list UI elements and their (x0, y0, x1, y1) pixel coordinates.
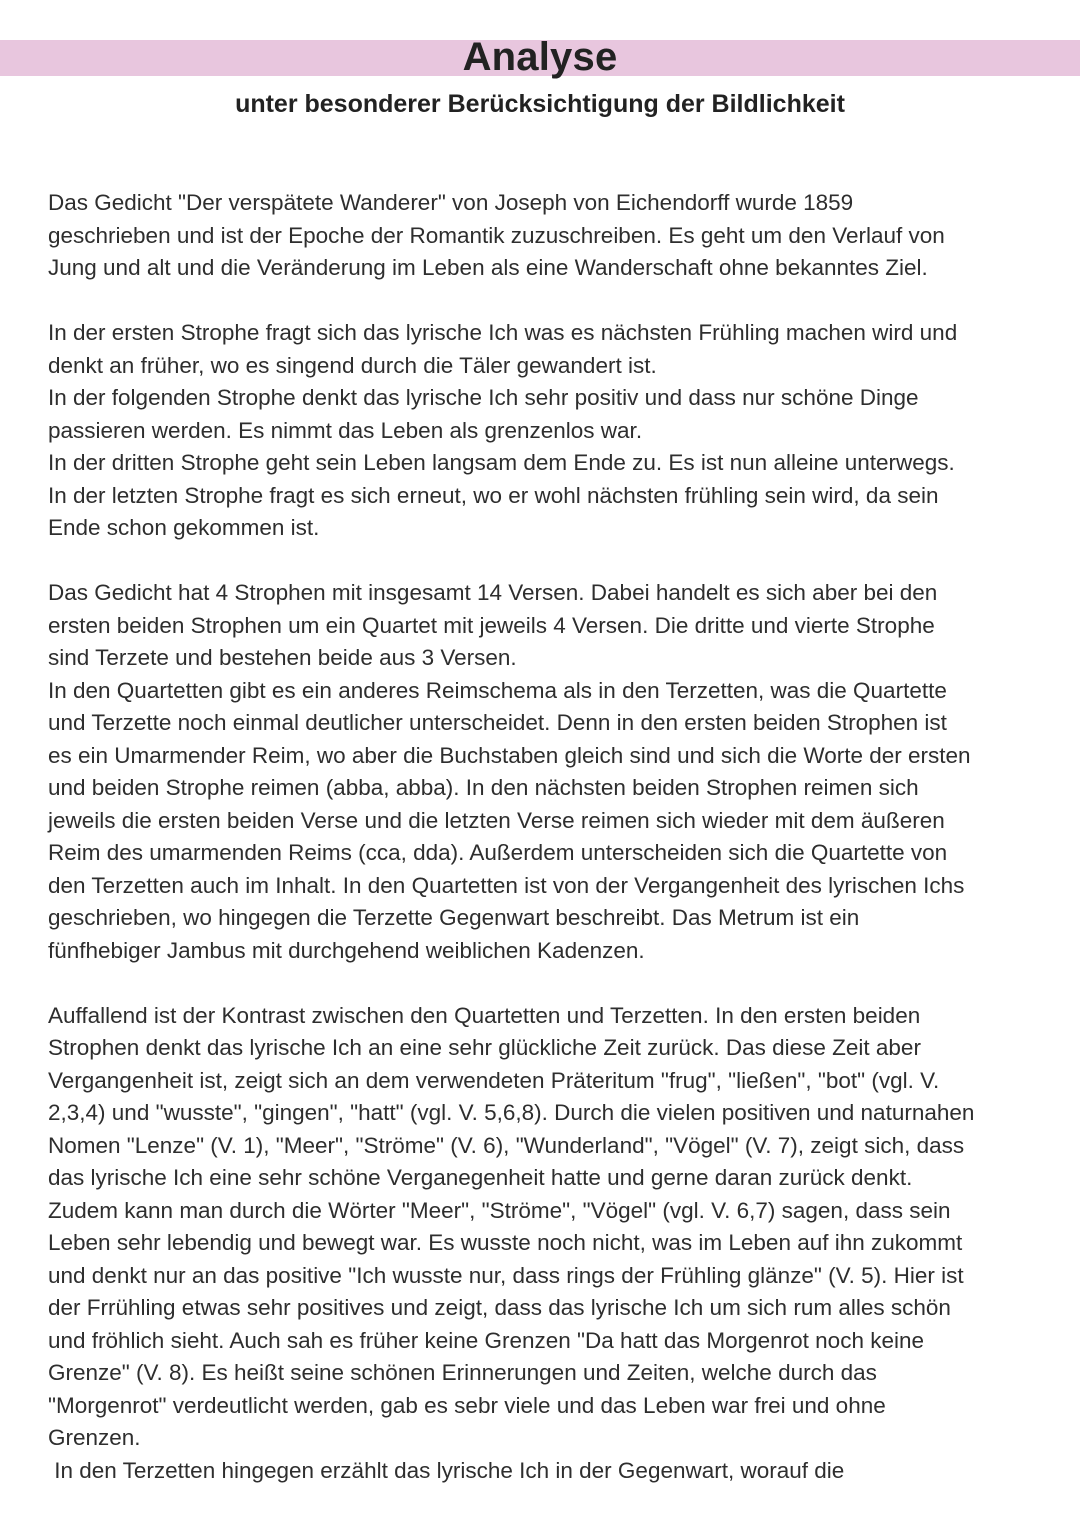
text-line: Zudem kann man durch die Wörter "Meer", "Ströme", "Vögel" (vgl. V. 6,7) sagen, dass sein (48, 1197, 951, 1223)
paragraph-introduction (48, 187, 1038, 285)
text-line: Grenze" (V. 8). Es heißt seine schönen Erinnerungen und Zeiten, welche durch das (48, 1360, 877, 1385)
text-line: geschrieben, wo hingegen die Terzette Gegenwart beschreibt. Das Metrum ist ein (48, 905, 860, 930)
text-line: Das Gedicht hat 4 Strophen mit insgesamt 14 Versen. Dabei handelt es sich aber bei den (48, 580, 938, 605)
text-line: 2,3,4) und "wusste", "gingen", "hatt" (vgl. V. 5,6,8). Durch die vielen positiven und naturnahen (48, 1100, 975, 1125)
paragraph-form-analysis (48, 577, 1038, 967)
text-line: geschrieben und ist der Epoche der Romantik zuzuschreiben. Es geht um den Verlauf von (48, 222, 945, 248)
text-line: Grenzen. (48, 1425, 141, 1450)
text-line: das lyrische Ich eine sehr schöne Verganegenheit hatte und gerne daran zurück denkt. (48, 1165, 913, 1190)
text-line: In den Quartetten gibt es ein anderes Reimschema als in den Terzetten, was die Quartette (48, 677, 947, 703)
text-line: und denkt nur an das positive "Ich wusste nur, dass rings der Frühling glänze" (V. 5). Hier ist (48, 1262, 964, 1288)
text-line: Leben sehr lebendig und bewegt war. Es wusste noch nicht, was im Leben auf ihn zukommt (48, 1230, 963, 1255)
text-line: sind Terzete und bestehen beide aus 3 Versen. (48, 645, 517, 670)
text-line: den Terzetten auch im Inhalt. In den Quartetten ist von der Vergangenheit des lyrischen Ichs (48, 872, 965, 898)
text-line: der Frrühling etwas sehr positives und zeigt, dass das lyrische Ich um sich rum alles schön (48, 1295, 951, 1320)
text-line: Vergangenheit ist, zeigt sich an dem verwendeten Präteritum "frug", "ließen", "bot" (vgl. V. (48, 1067, 940, 1093)
analysis-body (48, 187, 1038, 1487)
paragraph-imagery-analysis (48, 1000, 1038, 1488)
text-line: "Morgenrot" verdeutlicht werden, gab es sebr viele und das Leben war frei und ohne (48, 1392, 886, 1418)
text-line: und beiden Strophe reimen (abba, abba). In den nächsten beiden Strophen reimen sich (48, 775, 919, 800)
text-line: Nomen "Lenze" (V. 1), "Meer", "Ströme" (V. 6), "Wunderland", "Vögel" (V. 7), zeigt sich, dass (48, 1132, 965, 1158)
text-line: und Terzette noch einmal deutlicher unterscheidet. Denn in den ersten beiden Strophen ist (48, 710, 947, 735)
text-line: denkt an früher, wo es singend durch die Täler gewandert ist. (48, 352, 657, 378)
text-line: und fröhlich sieht. Auch sah es früher keine Grenzen "Da hatt das Morgenrot noch keine (48, 1327, 924, 1353)
text-line: In der ersten Strophe fragt sich das lyrische Ich was es nächsten Frühling machen wird und (48, 320, 958, 345)
page-subtitle: unter besonderer Berücksichtigung der Bildlichkeit (235, 90, 845, 118)
text-line: es ein Umarmender Reim, wo aber die Buchstaben gleich sind und sich die Worte der ersten (48, 742, 971, 768)
text-line: Strophen denkt das lyrische Ich an eine sehr glückliche Zeit zurück. Das diese Zeit aber (48, 1035, 921, 1060)
page-title: Analyse (462, 35, 618, 79)
text-line: In der dritten Strophe geht sein Leben langsam dem Ende zu. Es ist nun alleine unterwegs. (48, 450, 955, 475)
text-line: passieren werden. Es nimmt das Leben als grenzenlos war. (48, 417, 643, 443)
paragraph-summary (48, 317, 1038, 545)
text-line: Das Gedicht "Der verspätete Wanderer" von Joseph von Eichendorff wurde 1859 (48, 190, 854, 215)
text-line: In der folgenden Strophe denkt das lyrische Ich sehr positiv und dass nur schöne Dinge (48, 385, 919, 410)
text-line: Auffallend ist der Kontrast zwischen den Quartetten und Terzetten. In den ersten beiden (48, 1002, 921, 1028)
text-line: jeweils die ersten beiden Verse und die letzten Verse reimen sich wieder mit dem äußeren (48, 807, 945, 833)
text-line: fünfhebiger Jambus mit durchgehend weiblichen Kadenzen. (48, 937, 645, 963)
text-line: ersten beiden Strophen um ein Quartet mit jeweils 4 Versen. Die dritte und vierte Strophe (48, 612, 935, 638)
text-line: Reim des umarmenden Reims (cca, dda). Außerdem unterscheiden sich die Quartette von (48, 840, 948, 865)
text-line: Ende schon gekommen ist. (48, 515, 320, 540)
text-line: Jung und alt und die Veränderung im Leben als eine Wanderschaft ohne bekanntes Ziel. (48, 255, 928, 280)
text-line: In der letzten Strophe fragt es sich erneut, wo er wohl nächsten frühling sein wird, da sein (48, 482, 939, 508)
text-line: In den Terzetten hingegen erzählt das lyrische Ich in der Gegenwart, worauf die (48, 1457, 845, 1483)
